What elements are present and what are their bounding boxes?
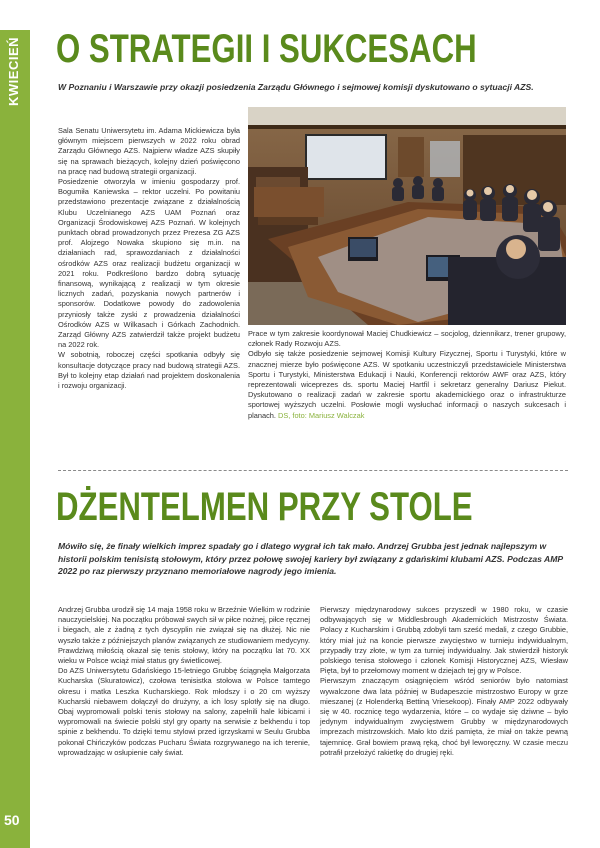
paragraph: Pierwszy międzynarodowy sukces przyszedł w 1980 roku, w czasie odbywających się w Middlesbrough Akademickich Mistrzostw Świata. Polacy z Kucharskim i Grubbą zdobyli tam sześć medali, z czego Grubbie, który miał już na koncie pierwsze zwycięstwo w turnieju indywidualnym, przypadły trzy złote, w tym za turniej indywidualny. Jak stwierdził historyk polskiego tenisa stołowego i członek Komisji Historycznej AZS, Wiesław Pięta, był to przełomowy moment w dziejach tej gry w Polsce.: [320, 605, 568, 676]
paragraph: Andrzej Grubba urodził się 14 maja 1958 roku w Brzeźnie Wielkim w rodzinie nauczycielskiej. Na początku próbował swych sił w piłce nożnej, piłce ręcznej i biegach, ale z żadną z tych dyscyplin nie związał się na dłużej. Nic nie wyszło także z późniejszych planów związanych ze studiowaniem medycyny. Prawdziwą miłością okazał się tenis stołowy, który na początku lat 70. XX wieku w Polsce wciąż miał status gry świetlicowej.: [58, 605, 310, 666]
section-tab-label: KWIECIEŃ: [6, 37, 21, 106]
side-bar: [0, 110, 30, 848]
paragraph: Pierwszym znaczącym osiągnięciem wśród seniorów było natomiast wywalczone dwa lata później w Budapeszcie mistrzostwo Europy w grze mieszanej (z Holenderką Bettiną Vriesekoop). Finały AMP 2022 odbywały się w 40. rocznicę tego wydarzenia, które – co wydaje się dziwne – było jedynym indywidualnym zwycięstwem Grubby w międzynarodowych imprezach mistrzowskich. Mało kto dziś pamięta, że miał on także pewną tajemnicę. Grał bowiem prawą ręką, choć był leworęczny. W czasie meczu potrafił przełożyć rakietkę do drugiej ręki.: [320, 676, 568, 757]
paragraph: [248, 349, 566, 420]
article1-column-1: [58, 126, 240, 391]
paragraph: Do AZS Uniwersytetu Gdańskiego 15-letniego Grubbę ściągnęła Małgorzata Kucharska (Skuratowicz), czołowa tenisistka stołowa w Polsce tamtego okresu i matka Leszka Kucharskiego. Rok młodszy i o 20 cm wyższy Kucharski niebawem dołączył do drużyny, a ich losy splotły się na długo. Obaj wypromowali polski tenis stołowy na salony, zapełnili hale kibicami i wypromowali na świecie polski styl gry oparty na serwisie z bekhendu i top spinie z bekhendu. To dzięki temu stylowi przed igrzyskami w Seulu Grubba pokonał Chińczyków podczas Pucharu Świata rozgrywanego na ich terenie, wprowadzając w osłupienie cały świat.: [58, 666, 310, 757]
article1-lead: W Poznaniu i Warszawie przy okazji posiedzenia Zarządu Głównego i sejmowej komisji dyskutowano o sytuacji AZS.: [58, 82, 534, 92]
section-tab: [0, 30, 30, 110]
paragraph: W sobotnią, roboczej części spotkania odbyły się konsultacje dotyczące pracy nad budową strategii AZS. Był to kolejny etap działań nad projektem doskonalenia i rozwoju organizacji.: [58, 350, 240, 391]
article2-column-1: [58, 605, 310, 758]
article2-lead: Mówiło się, że finały wielkich imprez spadały go i dlatego wygrał ich tak mało. Andrzej Grubba jest jednak najlepszym w historii polskim tenisistą stołowym, który przez połowę swojej kariery był związany z gdańskimi klubami AZS. Podczas AMP 2022 po raz pierwszy przyznano memoriałowe nagrody jego imienia.: [58, 541, 563, 577]
section-divider: [58, 470, 568, 471]
page-number: 50: [4, 812, 20, 828]
article2-column-2: [320, 605, 568, 758]
article2-title: DŻENTELMEN PRZY STOLE: [56, 485, 473, 529]
article1-column-2: [248, 329, 566, 421]
paragraph: Posiedzenie otworzyła w imieniu gospodarzy prof. Bogumiła Kaniewska – rektor uczelni. Po powitaniu przedstawiono prezentacje związane z działalnością Klubu Uczelnianego AZS UAM Poznań oraz Organizacji Środowiskowej AZS Poznań. W kolejnych punktach obrad prowadzonych przez Prezesa ZG AZS prof. Alojzego Nowaka skupiono się m.in. na działaniach rad, sprawozdaniach z działalności ośrodków AZS oraz realizacji budżetu organizacji w 2021 roku. Podkreślono bardzo dobrą sytuację finansową, wynikającą z realizacji w tym okresie licznych zadań, pozyskania nowych partnerów i sponsorów. Dodatkowe powody do zadowolenia przyniosły także zyski z prowadzenia działalności Ośrodków AZS w Wilkasach i Górkach Zachodnich. Zarząd Główny AZS zatwierdził także projekt budżetu na 2022 rok.: [58, 177, 240, 350]
paragraph: Sala Senatu Uniwersytetu im. Adama Mickiewicza była głównym miejscem pierwszych w 2022 roku obrad Zarządu Głównego AZS. Najpierw władze AZS skupiły się na sprawach bieżących, kolejny dzień poświęcono na pracę nad budową strategii organizacji.: [58, 126, 240, 176]
paragraph: Prace w tym zakresie koordynował Maciej Chudkiewicz – socjolog, dziennikarz, trener grupowy, członek Rady Rozwoju AZS.: [248, 329, 566, 349]
photo-credit: DS, foto: Mariusz Walczak: [278, 410, 365, 420]
article1-title: O STRATEGII I SUKCESACH: [56, 27, 477, 71]
paragraph-text: Odbyło się także posiedzenie sejmowej Komisji Kultury Fizycznej, Sportu i Turystyki, które w znacznej mierze było poświęcone AZS. W spotkaniu uczestniczyli przedstawiciele Ministerstwa Sportu i Turystyki, Ministerstwa Edukacji i Nauki, Konferencji rektorów AWF oraz AZS, który reprezentowali wiceprezes ds. sportu Maciej Hartfil i sekretarz generalny Dariusz Piekut. Dyskutowano o realizacji zadań w zakresie sportu akademickiego oraz o infrastrukturze sportowej wyższych uczelni. Posłowie mogli wysłuchać informacji o naszych sukcesach i planach.: [248, 349, 566, 420]
meeting-photo: [248, 107, 566, 325]
